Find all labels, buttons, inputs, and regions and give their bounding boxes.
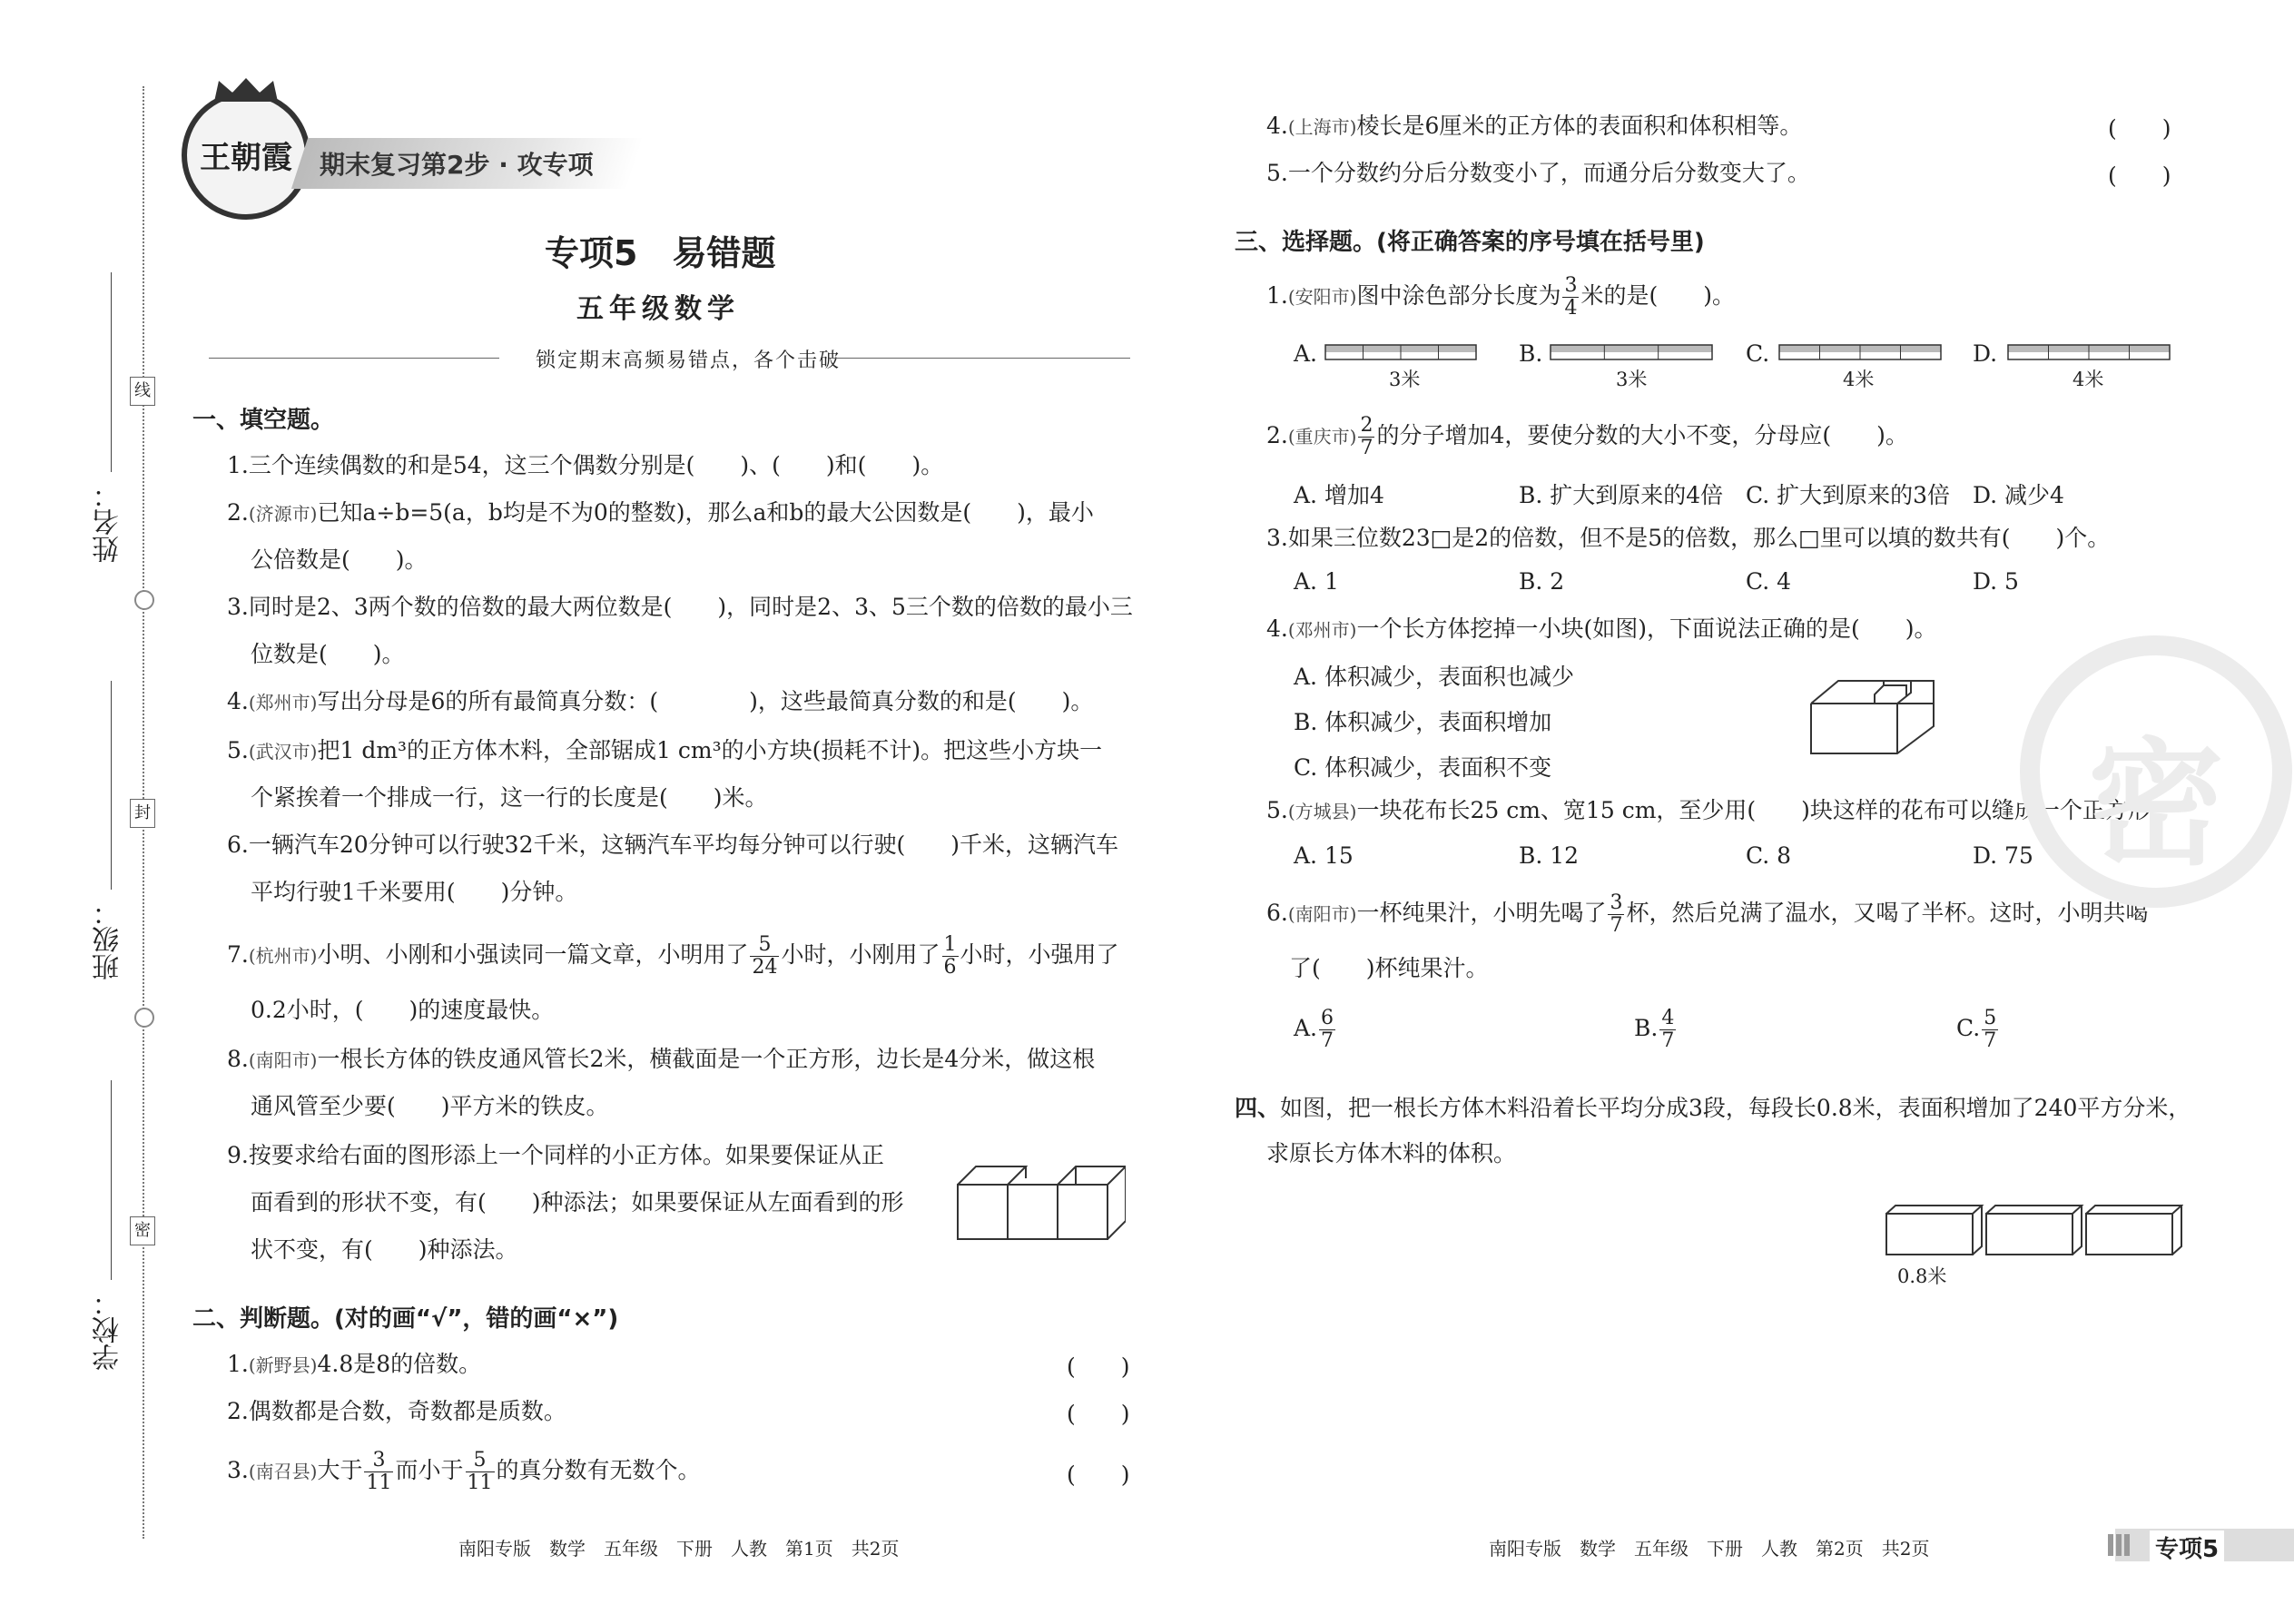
s3-q3: 3.如果三位数23□是2的倍数，但不是5的倍数，那么□里可以填的数共有( )个。 [1266,525,2111,551]
s4-caption: 0.8米 [1897,1265,1947,1287]
s2-q2: 2.偶数都是合数，奇数都是质数。 [227,1398,566,1424]
school-underline[interactable] [111,1080,112,1280]
s2-q4: 4.(上海市)棱长是6厘米的正方体的表面积和体积相等。 [1266,113,1803,139]
crown-icon [210,76,282,103]
s3-q5-option-c[interactable]: C. 8 [1746,842,1792,869]
s1-q7: 7.(杭州市)小明、小刚和小强读同一篇文章，小明用了 $\frac{5}{24}$ 小时，小刚用了 $\frac{1}{6}$ 小时，小强用了 [227,933,1119,979]
s3-q2-option-d[interactable]: D. 减少4 [1973,482,2064,508]
class-underline[interactable] [111,681,112,890]
s2-q1-answer[interactable]: ( ) [1067,1353,1130,1380]
ring-icon [134,590,154,610]
section3-heading: 三、选择题。(将正确答案的序号填在括号里) [1235,229,1705,256]
s3-q1-caption-a: 3米 [1389,369,1421,390]
s1-q2-cont: 公倍数是( )。 [251,546,428,573]
fraction: $\frac{2}{7}$ [1360,414,1373,459]
fraction: $\frac{4}{7}$ [1661,1007,1675,1052]
footer-right: 南阳专版 数学 五年级 下册 人教 第2页 共2页 [1489,1538,1930,1560]
s2-q2-answer[interactable]: ( ) [1067,1401,1130,1427]
s1-q9-cont: 面看到的形状不变，有( )种添法；如果要保证从左面看到的形 [251,1189,904,1216]
s3-q6-option-a[interactable]: A. $\frac{6}{7}$ [1294,1007,1334,1052]
s1-q5: 5.(武汉市)把1 dm³的正方体木料，全部锯成1 cm³的小方块(损耗不计)。把这些小方块一 [227,737,1103,763]
s1-q2: 2.(济源市)已知a÷b=5(a，b均是不为0的整数)，那么a和b的最大公因数是( )，最小 [227,499,1094,526]
s3-q2-option-b[interactable]: B. 扩大到原来的4倍 [1519,482,1724,508]
fraction: $\frac{5}{7}$ [1984,1007,1997,1052]
s3-q1-caption-d: 4米 [2072,369,2104,390]
logo-badge [182,91,310,220]
seal-mark: 密 [2088,726,2225,884]
fraction: $\frac{5}{11}$ [467,1449,493,1494]
s3-q4-option-c[interactable]: C. 体积减少，表面积不变 [1294,754,1552,781]
s3-q1-option-b[interactable]: B. [1519,340,1543,367]
motto: 锁定期末高频易错点，各个击破 [536,349,842,372]
s2-q5: 5.一个分数约分后分数变小了，而通分后分数变大了。 [1266,160,1810,186]
s3-q1-caption-b: 3米 [1616,369,1648,390]
class-label: 班级： [93,899,124,980]
name-label: 姓名： [93,481,124,563]
footer-left: 南阳专版 数学 五年级 下册 人教 第1页 共2页 [458,1538,900,1560]
s1-q1: 1.三个连续偶数的和是54，这三个偶数分别是( )、( )和( )。 [227,452,944,478]
s3-q1: 1.(安阳市)图中涂色部分长度为 $\frac{3}{4}$ 米的是( )。 [1266,274,1735,320]
page-subtitle: 五年级数学 [576,293,740,325]
segment-bar-d [2006,341,2179,363]
logo-text: 王朝霞 [200,140,292,176]
s3-q6-option-b[interactable]: B. $\frac{4}{7}$ [1634,1007,1675,1052]
s3-q1-option-c[interactable]: C. [1746,340,1770,367]
section2-heading: 二、判断题。(对的画“√”，错的画“×”) [192,1305,619,1333]
s3-q2: 2.(重庆市) $\frac{2}{7}$ 的分子增加4，要使分数的大小不变，分母应( )。 [1266,414,1908,459]
s1-q9: 9.按要求给右面的图形添上一个同样的小正方体。如果要保证从正 [227,1142,884,1168]
three-cuboids-figure [1884,1203,2183,1257]
s3-q4-option-a[interactable]: A. 体积减少，表面积也减少 [1294,664,1574,690]
s1-q3-cont: 位数是( )。 [251,641,405,667]
s3-q4: 4.(邓州市)一个长方体挖掉一小块(如图)，下面说法正确的是( )。 [1266,615,1937,642]
s3-q5-option-a[interactable]: A. 15 [1294,842,1354,869]
s3-q5-option-b[interactable]: B. 12 [1519,842,1580,869]
fraction: $\frac{3}{7}$ [1610,891,1623,937]
shaded-part [1551,345,1712,352]
s1-q5-cont: 个紧挨着一个排成一行，这一行的长度是( )米。 [251,784,768,811]
s3-q4-option-b[interactable]: B. 体积减少，表面积增加 [1294,709,1552,735]
binding-margin [0,0,163,1624]
fraction: $\frac{1}{6}$ [943,933,957,979]
segment-bar-c [1777,341,1950,363]
s1-q4: 4.(郑州市)写出分母是6的所有最简真分数：( )，这些最简真分数的和是( )。 [227,688,1094,714]
page-title: 专项5 易错题 [545,233,776,273]
cuboid-notch-figure [1807,676,1943,758]
footer-tag: 专项5 [2150,1530,2224,1564]
s3-q3-option-b[interactable]: B. 2 [1519,568,1565,595]
s1-q9-cont2: 状不变，有( )种添法。 [251,1236,518,1263]
s3-q3-option-c[interactable]: C. 4 [1746,568,1792,595]
s3-q5-option-d[interactable]: D. 75 [1973,842,2033,869]
mark-xian: 线 [130,377,155,406]
mark-mi: 密 [130,1216,155,1245]
banner-text: 期末复习第2步 · 攻专项 [320,150,594,180]
segment-bar-b [1549,341,1721,363]
school-label: 学校： [93,1289,124,1371]
footer-tag-grid-icon [2108,1534,2130,1556]
s3-q1-option-a[interactable]: A. [1294,340,1318,367]
fraction: $\frac{5}{24}$ [752,933,778,979]
ring-icon [134,1008,154,1028]
s3-q3-option-d[interactable]: D. 5 [1973,568,2019,595]
segment-bar-a [1324,341,1487,363]
cubes-figure [953,1153,1126,1244]
s2-q3-answer[interactable]: ( ) [1067,1462,1130,1488]
s3-q5: 5.(方城县)一块花布长25 cm、宽15 cm，至少用( )块这样的花布可以缝成一个正方形。 [1266,797,2173,823]
s3-q6-cont: 了( )杯纯果汁。 [1289,955,1489,981]
s3-q6-option-c[interactable]: C. $\frac{5}{7}$ [1956,1007,1997,1052]
s1-q8: 8.(南阳市)一根长方体的铁皮通风管长2米，横截面是一个正方形，边长是4分米，做这根 [227,1046,1096,1072]
s1-q3: 3.同时是2、3两个数的倍数的最大两位数是( )，同时是2、3、5三个数的倍数的最小三 [227,594,1133,620]
s4-question-cont: 求原长方体木料的体积。 [1266,1140,1517,1166]
motto-rule-right [831,358,1130,359]
mark-feng: 封 [130,799,155,828]
s2-q1: 1.(新野县)4.8是8的倍数。 [227,1351,482,1377]
name-underline[interactable] [111,272,112,472]
s4-question: 四、如图，把一根长方体木料沿着长平均分成3段，每段长0.8米，表面积增加了240平方分米， [1235,1095,2191,1121]
section1-heading: 一、填空题。 [192,407,335,434]
s1-q6: 6.一辆汽车20分钟可以行驶32千米，这辆汽车平均每分钟可以行驶( )千米，这辆汽车 [227,832,1118,858]
fraction: $\frac{6}{7}$ [1321,1007,1334,1052]
motto-rule-left [209,358,499,359]
s1-q6-cont: 平均行驶1千米要用( )分钟。 [251,879,578,905]
s3-q1-caption-c: 4米 [1843,369,1875,390]
s2-q5-answer[interactable]: ( ) [2108,162,2171,189]
s3-q3-option-a[interactable]: A. 1 [1294,568,1339,595]
s3-q2-option-c[interactable]: C. 扩大到原来的3倍 [1746,482,1951,508]
s2-q4-answer[interactable]: ( ) [2108,115,2171,142]
s3-q2-option-a[interactable]: A. 增加4 [1294,482,1384,508]
s1-q7-cont: 0.2小时，( )的速度最快。 [251,997,555,1023]
fraction: $\frac{3}{4}$ [1564,274,1578,320]
s2-q3: 3.(南召县)大于 $\frac{3}{11}$ 而小于 $\frac{5}{11}$ 的真分数有无数个。 [227,1449,701,1494]
s3-q6: 6.(南阳市)一杯纯果汁，小明先喝了 $\frac{3}{7}$ 杯，然后兑满了温水，又喝了半杯。这时，小明共喝 [1266,891,2149,937]
fraction: $\frac{3}{11}$ [366,1449,392,1494]
s1-q8-cont: 通风管至少要( )平方米的铁皮。 [251,1093,609,1119]
s3-q1-option-d[interactable]: D. [1973,340,1998,367]
